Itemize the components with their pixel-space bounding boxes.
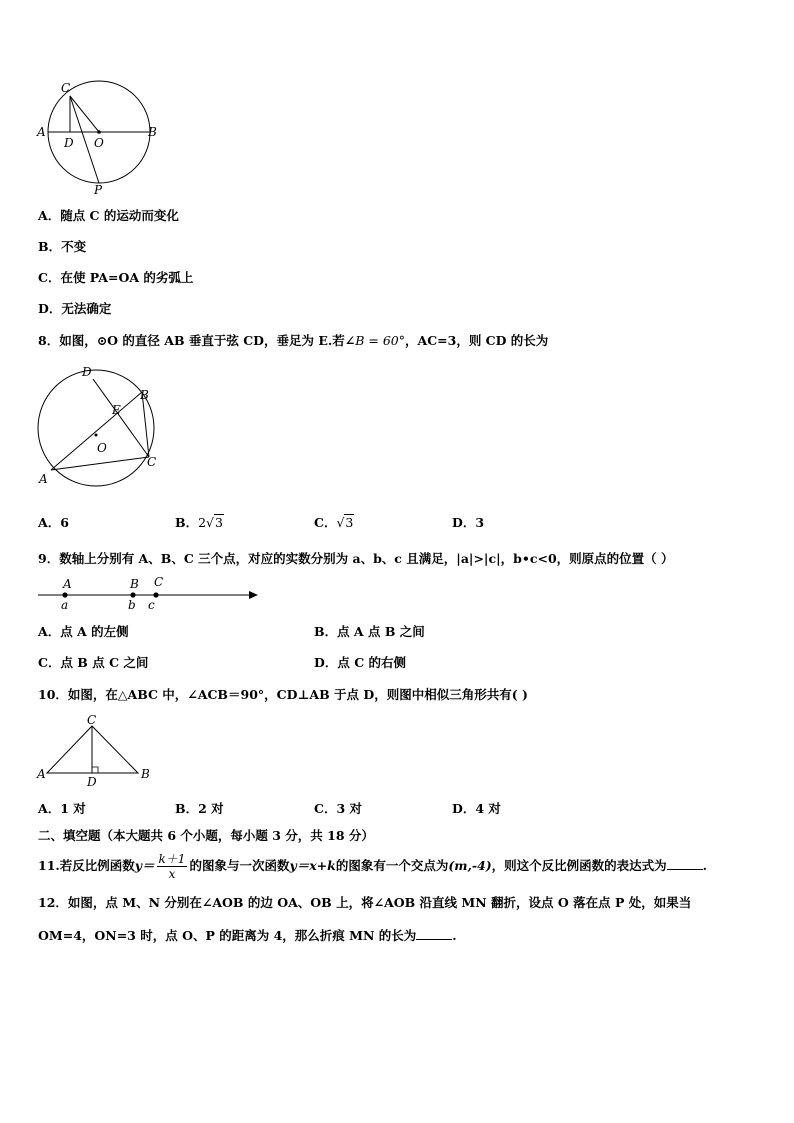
q10-label-a: A — [37, 767, 46, 781]
q12-line-2-text: OM=4，ON=3 时，点 O、P 的距离为 4，那么折痕 MN 的长为 — [38, 928, 417, 943]
q8-option-b-prefix: B． — [175, 515, 199, 530]
q7-label-a: A — [37, 125, 46, 139]
q8-diameter-ab — [51, 392, 142, 470]
q11-end: . — [702, 858, 707, 873]
q9-label-upper-b: B — [130, 577, 139, 591]
q7-center-dot — [97, 130, 101, 134]
q10-figure — [34, 712, 164, 790]
q11-fraction-denominator: x — [168, 867, 176, 881]
q10-label-d: D — [87, 775, 97, 789]
q8-circle — [38, 370, 157, 486]
q9-axis-arrow — [249, 591, 258, 599]
q9-option-c: C．点 B 点 C 之间 — [38, 655, 149, 670]
q10-label-c: C — [87, 713, 97, 727]
q7-label-c: C — [61, 81, 71, 95]
q9-point-a — [62, 592, 67, 597]
q11-y-eq: y＝ — [134, 858, 155, 873]
q9-label-upper-c: C — [154, 575, 164, 589]
q10-label-b: B — [141, 767, 150, 781]
q9-option-b: B．点 A 点 B 之间 — [314, 624, 425, 639]
q8-label-d: D — [82, 365, 92, 379]
q8-text-pre: 8．如图，⊙O 的直径 AB 垂直于弦 CD，垂足为 E.若∠ — [38, 333, 356, 348]
q8-option-c — [314, 515, 354, 531]
q8-question — [38, 333, 548, 349]
q11-fraction-numerator: k＋1 — [158, 852, 186, 866]
q8-angle: B = 60° — [355, 333, 405, 348]
q12-line-1: 12．如图，点 M、N 分别在∠AOB 的边 OA、OB 上，将∠AOB 沿直线 MN 翻折，设点 O 落在点 P 处，如果当 — [38, 895, 692, 910]
q7-option-c: C．在使 PA=OA 的劣弧上 — [38, 270, 194, 285]
q7-option-d: D．无法确定 — [38, 301, 112, 316]
q11-pre: 11.若反比例函数 — [38, 858, 135, 873]
q11-post: ，则这个反比例函数的表达式为 — [491, 858, 667, 873]
q8-option-a: A．6 — [38, 515, 69, 530]
q11-linear: y＝x+k — [289, 858, 336, 873]
q10-option-d: D．4 对 — [452, 801, 501, 816]
q8-option-c-radicand: 3 — [345, 515, 354, 530]
q11-fraction — [157, 852, 188, 881]
q10-right-angle-mark — [92, 767, 98, 773]
q7-label-d: D — [64, 136, 74, 150]
q8-text-post: ，AC=3，则 CD 的长为 — [405, 333, 549, 348]
q9-label-lower-c: c — [148, 598, 155, 612]
q8-option-b-coef: 2 — [198, 515, 207, 530]
q8-option-c-prefix: C． — [314, 515, 337, 530]
q9-number-line — [34, 574, 264, 614]
q8-label-o: O — [97, 441, 107, 455]
section-2-heading: 二、填空题（本大题共 6 个小题，每小题 3 分，共 18 分） — [38, 828, 374, 843]
q7-figure — [34, 78, 164, 196]
q8-label-c: C — [147, 455, 157, 469]
q9-label-lower-b: b — [128, 598, 136, 612]
q10-option-a: A．1 对 — [38, 801, 86, 816]
q7-option-b: B．不变 — [38, 239, 87, 254]
q11-question — [38, 851, 707, 881]
q9-point-c — [153, 592, 158, 597]
q10-option-b: B．2 对 — [175, 801, 224, 816]
q8-option-b-sqrt: √3 — [206, 515, 223, 530]
q8-option-c-sqrt: √3 — [336, 515, 354, 530]
q7-label-o: O — [94, 136, 104, 150]
q8-label-e: E — [112, 403, 121, 417]
q8-label-a: A — [39, 472, 48, 486]
q8-option-b-radicand: 3 — [215, 515, 223, 530]
q7-option-a: A．随点 C 的运动而变化 — [38, 208, 179, 223]
q8-option-d: D．3 — [452, 515, 485, 530]
q7-segment-co — [70, 96, 99, 132]
q9-point-b — [130, 592, 135, 597]
q8-segment-ac — [51, 457, 149, 470]
q10-option-c: C．3 对 — [314, 801, 362, 816]
q12-end: . — [452, 928, 457, 943]
q12-line-2 — [38, 927, 457, 944]
q9-option-d: D．点 C 的右侧 — [314, 655, 406, 670]
q8-option-b — [175, 515, 224, 531]
q7-label-b: B — [148, 125, 157, 139]
q9-label-upper-a: A — [63, 577, 72, 591]
q10-question: 10．如图，在△ABC 中，∠ACB＝90°，CD⊥AB 于点 D，则图中相似三角形共有( ) — [38, 687, 528, 702]
q9-question: 9．数轴上分别有 A、B、C 三个点，对应的实数分别为 a、b、c 且满足，|a|>|c|，b•c<0，则原点的位置（ ） — [38, 551, 674, 566]
q7-label-p: P — [94, 183, 103, 196]
q11-answer-blank[interactable] — [667, 857, 703, 870]
q11-mid2: 的图象有一个交点为 — [335, 858, 449, 873]
q11-mid: 的图象与一次函数 — [189, 858, 290, 873]
q8-figure — [34, 362, 164, 488]
q9-option-a: A．点 A 的左侧 — [38, 624, 129, 639]
q11-point: (m,-4) — [448, 858, 492, 873]
q12-answer-blank[interactable] — [416, 927, 452, 940]
q8-center-dot — [95, 434, 98, 437]
q9-label-lower-a: a — [61, 598, 69, 612]
q8-label-b: B — [140, 388, 149, 402]
